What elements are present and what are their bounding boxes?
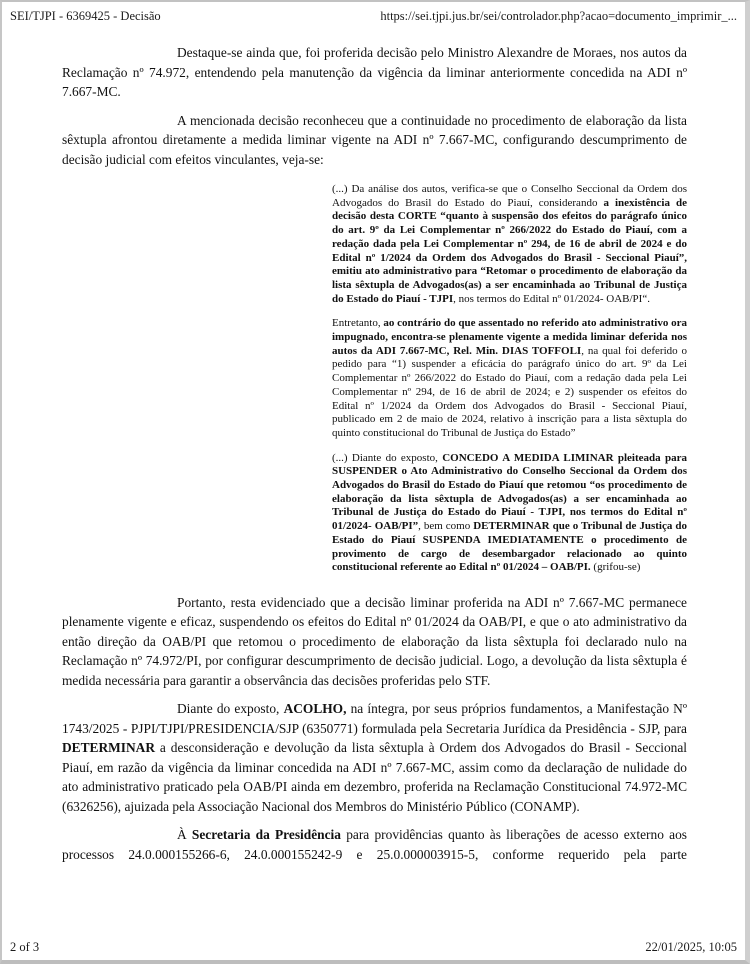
- paragraph-acolho: [62, 699, 687, 816]
- text-run: , nos termos do Edital nº 01/2024- OAB/PI“.: [453, 292, 650, 305]
- text-run: Diante do exposto,: [177, 701, 284, 717]
- emphasized-text-run: ao contrário do que assentado no referido ato administrativo ora impugnado, encontra-se plenamente vigente a medida liminar deferida nos autos da ADI 7.667-MC, Rel. Min. DIAS TOFFOLI: [332, 317, 687, 357]
- header-document-reference: SEI/TJPI - 6369425 - Decisão: [10, 9, 161, 23]
- paragraph-secretaria-presidencia: [62, 825, 687, 864]
- text-run: Entretanto,: [332, 317, 384, 330]
- blockquote-da-analise: [332, 183, 687, 306]
- text-run: (grifou-se): [590, 561, 641, 574]
- emphasized-text-run: ACOLHO,: [283, 701, 347, 717]
- paragraph-destaque: [62, 43, 687, 102]
- emphasized-text-run: a inexistência de decisão desta CORTE “quanto à suspensão dos efeitos do parágrafo único do art. 9º da Lei Complementar nº 266/2022 do Estado do Piauí, com a redação dada pela Lei Complementar nº 294, de 16 de abril de 2024 e do Edital nº 1/2024 da Ordem dos Advogados do Brasil - Seccional Piauí”, emitiu ato administrativo para “Retomar o procedimento de elaboração da lista sêxtupla de Advogados(as) a ser encaminhada ao Tribunal de Justiça do Estado do Piauí - TJPI: [332, 196, 687, 305]
- text-run: na íntegra, por seus próprios fundamentos, a Manifestação Nº 1743/2025 - PJPI/TJPI/PRESIDENCIA/SJP (6350771) formulada pela Secretaria Jurídica da Presidência - SJP, para: [62, 701, 687, 736]
- emphasized-text-run: DETERMINAR que o Tribunal de Justiça do Estado do Piauí SUSPENDA IMEDIATAMENTE o procedimento de provimento de cargo de desembargador relacionado ao quinto constitucional referente ao Edital nº 01/2024 – OAB/PI.: [332, 520, 687, 574]
- blockquote-entretanto: [332, 317, 687, 440]
- text-run: Portanto, resta evidenciado que a decisão liminar proferida na ADI nº 7.667-MC permanece plenamente vigente e eficaz, suspendendo os efeitos do Edital nº 01/2024 da OAB/PI, e que o ato administrativo da então direção da OAB/PI que retomou o procedimento de elaboração da lista sêxtupla foi declarado nulo na Reclamação nº 74.972/PI, por configurar descumprimento de decisão judicial. Logo, a devolução da lista sêxtupla é medida necessária para garantir a observância das decisões proferidas pelo STF.: [62, 594, 687, 688]
- paragraph-portanto: [62, 593, 687, 691]
- blockquote-concedo-liminar: [332, 452, 687, 575]
- print-footer: [2, 940, 745, 957]
- emphasized-text-run: DETERMINAR: [62, 740, 155, 756]
- document-content: [62, 43, 687, 864]
- footer-timestamp: 22/01/2025, 10:05: [645, 940, 737, 954]
- emphasized-text-run: Secretaria da Presidência: [191, 827, 341, 843]
- header-print-url: https://sei.tjpi.jus.br/sei/controlador.php?acao=documento_imprimir_...: [380, 9, 737, 23]
- text-run: A mencionada decisão reconheceu que a continuidade no procedimento de elaboração da lista sêxtupla afrontou diretamente a medida liminar vigente na ADI nº 7.667-MC, configurando descumprimento de decisão judicial com efeitos vinculantes, veja-se:: [62, 112, 687, 167]
- emphasized-text-run: CONCEDO A MEDIDA LIMINAR pleiteada para SUSPENDER o Ato Administrativo do Conselho Seccional da Ordem dos Advogados do Brasil do Estado do Piauí que retomou “os procedimento de elaboração da lista sêxtupla de Advogados(as) a ser encaminhada ao Tribunal de Justiça do Estado do Piauí - TJPI, nos termos do Edital nº 01/2024- OAB/PI”: [332, 451, 687, 533]
- text-run: , na qual foi deferido o pedido para “1) suspender a eficácia do parágrafo único do art. 9º da Lei Complementar nº 266/2022 do Estado do Piauí, com a redação dada pela Lei Complementar nº 294, de 16 de abril de 2024; e 2) suspender os efeitos do Edital nº 1/2024 da Ordem dos Advogados do Brasil - Seccional Piauí, publicado em 2 de maio de 2024, relativo à inscrição para a lista sêxtupla do quinto constitucional do Tribunal de Justiça do Estado”: [332, 344, 687, 439]
- text-run: (...) Da análise dos autos, verifica-se que o Conselho Seccional da Ordem dos Advogados do Brasil do Estado do Piauí, considerando: [332, 183, 687, 209]
- text-run: a desconsideração e devolução da lista sêxtupla à Ordem dos Advogados do Brasil - Seccional Piauí, em razão da vigência da liminar concedida na ADI nº 7.667-MC, assim como da declaração de nulidade do ato administrativo praticado pela OAB/PI ainda em dezembro, proferida na Reclamação Constitucional 74.972-MC (6326256), ajuizada pela Associação Nacional dos Membros do Ministério Público (CONAMP).: [62, 740, 687, 814]
- footer-page-indicator: 2 of 3: [10, 940, 40, 954]
- paragraph-mencionada-decisao: [62, 111, 687, 170]
- text-run: Destaque-se ainda que, foi proferida decisão pelo Ministro Alexandre de Moraes, nos autos da Reclamação nº 74.972, entendendo pela manutenção da vigência da liminar anteriormente concedida na ADI nº 7.667-MC.: [62, 45, 687, 99]
- text-run: (...) Diante do exposto,: [332, 451, 443, 464]
- text-run: para providências quanto às liberações de acesso externo aos processos 24.0.000155266-6, 24.0.000155242-9 e 25.0.000003915-5, conforme requerido pela parte: [62, 827, 687, 862]
- text-run: , bem como: [418, 520, 474, 533]
- text-run: À: [177, 827, 192, 843]
- print-header: [2, 2, 745, 24]
